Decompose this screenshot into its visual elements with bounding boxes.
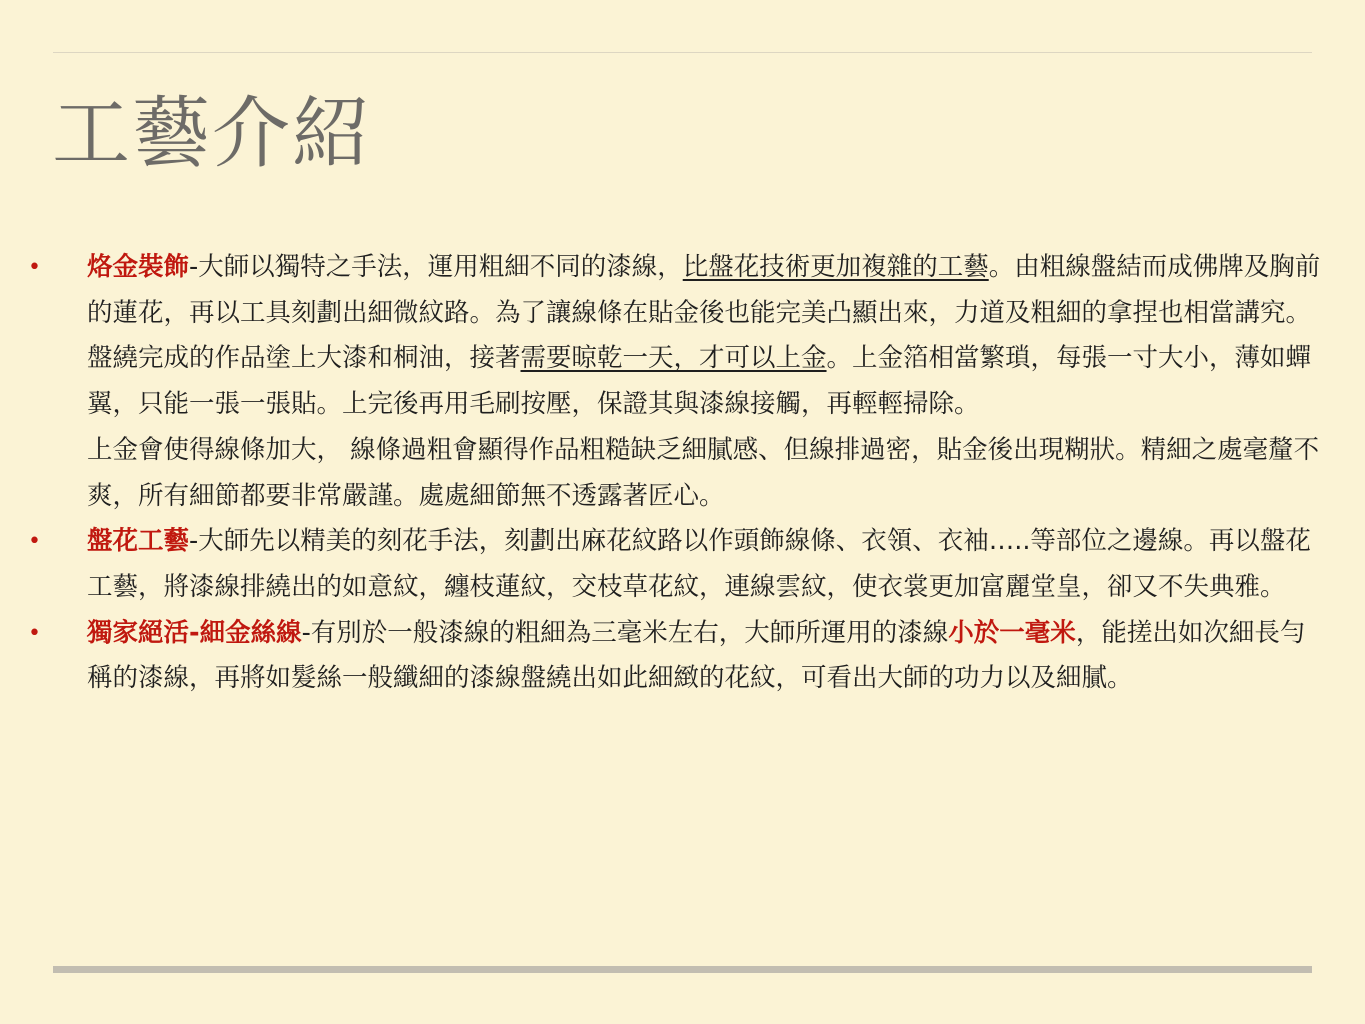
item-heading: 盤花工藝	[87, 526, 190, 557]
body-text: 。由粗線盤結而成佛牌及胸前的蓮花，再以工具刻劃出細微紋路。為了讓線條在貼金後也能完美凸顯出來，力道及粗細的拿捏也相當講究。	[87, 252, 1321, 328]
emphasis-text: 小於一毫米	[948, 617, 1076, 648]
body-text: -大師先以精美的刻花手法，刻劃出麻花紋路以作頭飾線條、衣領、衣袖…..等部位之邊線。再以盤花工藝，將漆線排繞出的如意紋，纏枝蓮紋，交枝草花紋，連線雲紋，使衣裳更加富麗堂皇，卻又不失典雅。	[87, 526, 1311, 602]
body-text: 。上金箔相當繁瑣，每張一寸大小，薄如蟬翼，只能一張一張貼。上完後再用毛刷按壓，保證其與漆線接觸，再輕輕掃除。	[87, 343, 1312, 420]
bullet-list	[28, 245, 1328, 702]
body-text: 上金會使得線條加大， 線條過粗會顯得作品粗糙缺乏細膩感、但線排過密，貼金後出現糊狀。精細之處毫釐不爽，所有細節都要非常嚴謹。處處細節無不透露著匠心。	[87, 434, 1320, 511]
list-item	[28, 519, 1328, 610]
body-text: 盤繞完成的作品塗上大漆和桐油，接著	[87, 343, 521, 374]
body-text: ，能搓出如次細長勻稱的漆線，再將如髮絲一般纖細的漆線盤繞出如此細緻的花紋，可看出大師的功力以及細膩。	[87, 617, 1306, 694]
paragraph	[87, 428, 1328, 519]
bottom-divider	[53, 966, 1312, 973]
bullet-icon: •	[28, 255, 41, 280]
body-text: -有別於一般漆線的粗細為三毫米左右，大師所運用的漆線	[301, 617, 949, 648]
item-heading: 獨家絕活-細金絲線	[87, 617, 302, 648]
paragraph	[87, 611, 1328, 702]
paragraph	[87, 245, 1328, 336]
item-heading: 烙金裝飾	[87, 252, 190, 282]
top-divider	[53, 52, 1312, 53]
paragraph	[87, 519, 1328, 610]
list-item	[28, 611, 1328, 702]
page-title: 工藝介紹	[52, 89, 373, 179]
underlined-text: 比盤花技術更加複雜的工藝	[682, 252, 989, 282]
bullet-icon: •	[28, 529, 41, 555]
paragraph	[87, 336, 1328, 427]
bullet-icon: •	[28, 620, 41, 646]
body-text: -大師以獨特之手法，運用粗細不同的漆線，	[189, 252, 683, 282]
list-item	[28, 245, 1328, 519]
underlined-text: 需要晾乾一天，才可以上金	[520, 343, 827, 374]
